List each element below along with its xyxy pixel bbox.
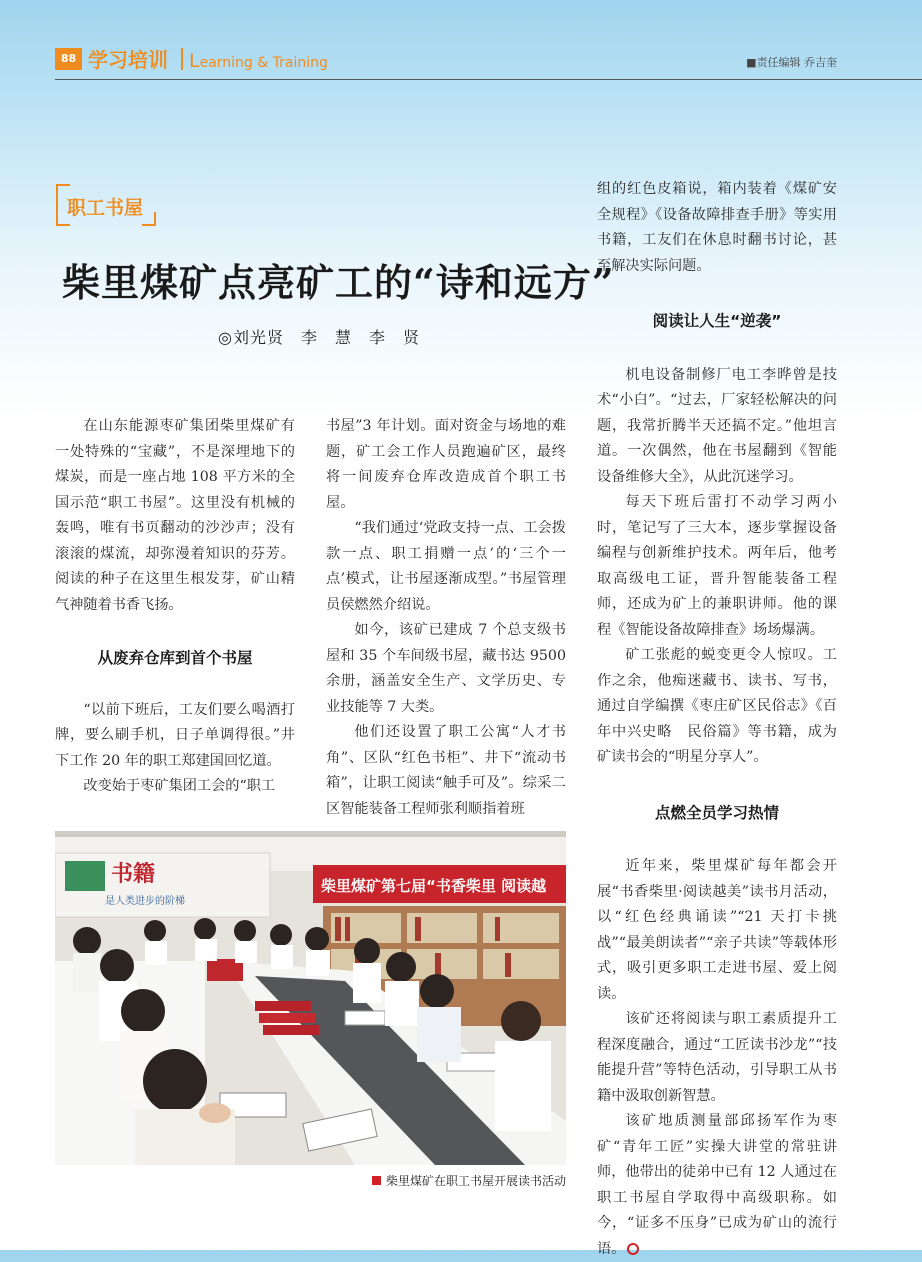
caption-marker	[372, 1176, 381, 1185]
subheading: 阅读让人生“逆袭”	[652, 312, 782, 330]
paragraph: 近年来，柴里煤矿每年都会开展“书香柴里·阅读越美”读书月活动，以“红色经典诵读”“21 天打卡挑战”“最美朗读者”“亲子共读”等载体形式，吸引更多职工走进书屋、爱上阅读。	[597, 858, 837, 1002]
paragraph: 矿工张彪的蜕变更令人惊叹。工作之余，他痴迷藏书、读书、写书，通过自学编撰《枣庄矿区民俗志》《百年中兴史略 民俗篇》等书籍，成为矿读书会的“明星分享人”。	[597, 647, 837, 765]
header-rule	[55, 79, 922, 80]
paragraph: 他们还设置了职工公寓“人才书角”、区队“红色书柜”、井下“流动书箱”，让职工阅读“触手可及”。综采二区智能装备工程师张利顺指着班	[326, 724, 566, 817]
banner-right-text: 柴里煤矿第七届“书香柴里 阅读越	[321, 877, 547, 895]
editor-credit: ■责任编辑 乔吉奎	[746, 56, 837, 69]
caption-text: 柴里煤矿在职工书屋开展读书活动	[386, 1174, 567, 1188]
paragraph: 改变始于枣矿集团工会的“职工	[83, 778, 276, 794]
section-title-en-initial: L	[189, 50, 200, 72]
page-number: 88	[55, 48, 82, 70]
paragraph: 每天下班后雷打不动学习两小时，笔记写了三大本，逐步掌握设备编程与创新维护技术。两年后，他考取高级电工证，晋升智能装备工程师，还成为矿上的兼职讲师。他的课程《智能设备故障排查》场场爆满。	[597, 494, 837, 638]
tag-corner	[142, 212, 156, 226]
paragraph: 如今，该矿已建成 7 个总支级书屋和 35 个车间级书屋，藏书达 9500 余册，涵盖安全生产、文学历史、专业技能等 7 大类。	[326, 622, 566, 715]
page-header	[55, 44, 837, 80]
paragraph-text: 该矿地质测量部邱扬军作为枣矿“青年工匠”实操大讲堂的常驻讲师，他带出的徒弟中已有 12 人通过在职工书屋自学取得中高级职称。如今，“证多不压身”已成为矿山的流行语。	[597, 1113, 837, 1257]
banner-left-text: 书籍	[111, 861, 156, 887]
section-title: 学习培训	[88, 48, 168, 72]
photo-caption	[372, 1172, 566, 1189]
paragraph: 组的红色皮箱说，箱内装着《煤矿安全规程》《设备故障排查手册》等实用书籍，工友们在休息时翻书讨论，甚至解决实际问题。	[597, 181, 837, 274]
section-divider	[181, 48, 183, 70]
paragraph	[597, 1109, 837, 1262]
banner-left-subtext: 是人类进步的阶梯	[105, 896, 185, 907]
end-mark-icon	[627, 1243, 639, 1255]
reading-activity-illustration	[55, 831, 566, 1165]
paragraph: “我们通过‘党政支持一点、工会拨款一点、职工捐赠一点’的‘三个一点’模式，让书屋逐渐成型。”书屋管理员侯燃然介绍说。	[326, 520, 566, 613]
article-photo	[55, 831, 566, 1165]
article-byline: ◎刘光贤 李 慧 李 贤	[218, 328, 420, 347]
section-title-en	[189, 50, 328, 72]
column-tag	[56, 184, 156, 226]
paragraph: 书屋”3 年计划。面对资金与场地的难题，矿工会工作人员跑遍矿区，最终将一间废弃仓库改造成首个职工书屋。	[326, 418, 566, 511]
text-column-3	[597, 177, 837, 1262]
paragraph: “以前下班后，工友们要么喝酒打牌，要么刷手机，日子单调得很。”井下工作 20 年的职工郑建国回忆道。	[55, 701, 295, 769]
paragraph: 机电设备制修厂电工李晔曾是技术“小白”。“过去，厂家轻松解决的问题，我常折腾半天还搞不定。”他坦言道。一次偶然，他在书屋翻到《智能设备维修大全》，从此沉迷学习。	[597, 366, 837, 485]
text-column-1	[55, 414, 295, 800]
section-title-en-rest: earning & Training	[199, 55, 328, 71]
column-tag-label: 职工书屋	[67, 197, 144, 219]
paragraph: 在山东能源枣矿集团柴里煤矿有一处特殊的“宝藏”，不是深埋地下的煤炭，而是一座占地 108 平方米的全国示范“职工书屋”。这里没有机械的轰鸣，唯有书页翻动的沙沙声；没有滚滚的煤流，却弥漫着知识的芬芳。阅读的种子在这里生根发芽，矿山精气神随着书香飞扬。	[55, 418, 295, 613]
text-column-2	[326, 414, 566, 822]
paragraph: 该矿还将阅读与职工素质提升工程深度融合，通过“工匠读书沙龙”“技能提升营”等特色活动，引导职工从书籍中汲取创新智慧。	[597, 1011, 837, 1104]
article-title: 柴里煤矿点亮矿工的“诗和远方”	[62, 260, 615, 305]
subheading: 从废弃仓库到首个书屋	[97, 649, 253, 667]
subheading: 点燃全员学习热情	[654, 803, 779, 822]
